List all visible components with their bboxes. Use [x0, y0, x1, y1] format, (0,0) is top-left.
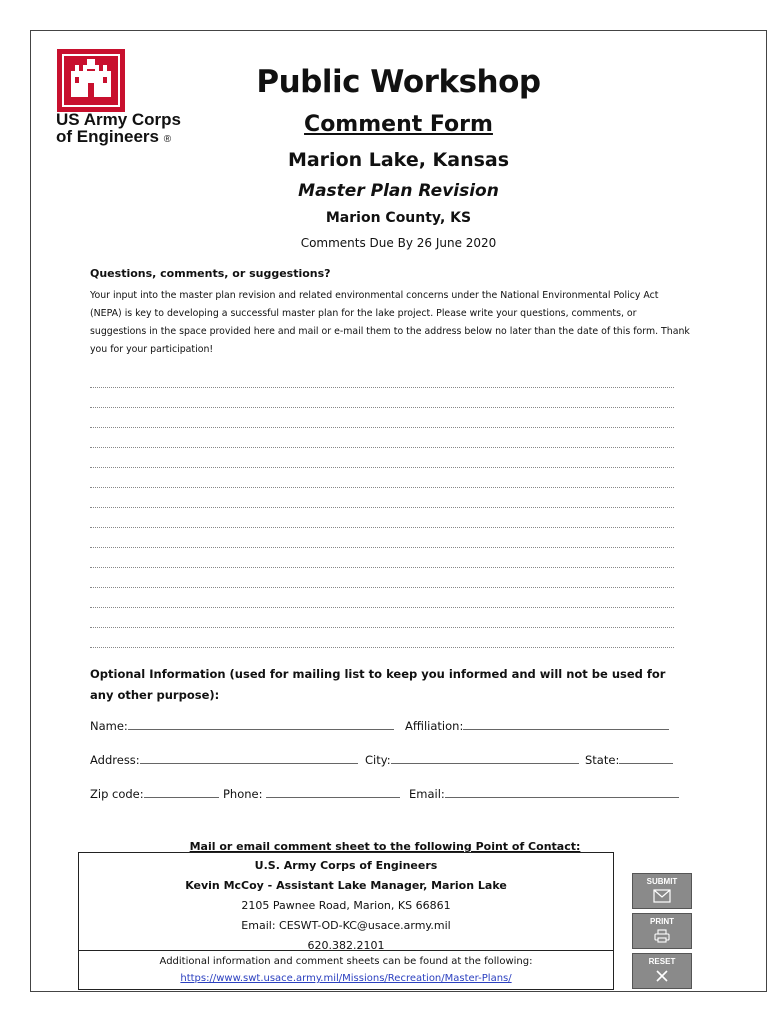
contact-phone: 620.382.2101 [307, 939, 385, 952]
questions-heading: Questions, comments, or suggestions? [90, 267, 331, 280]
name-label: Name: [90, 719, 128, 733]
printer-icon [653, 929, 671, 943]
contact-email: Email: CESWT-OD-KC@usace.army.mil [241, 919, 451, 932]
comment-line[interactable] [90, 627, 674, 628]
name-input-line[interactable] [128, 718, 394, 730]
email-label: Email: [409, 787, 445, 801]
comment-line[interactable] [90, 587, 674, 588]
zip-field[interactable] [90, 786, 219, 801]
print-label: PRINT [650, 917, 674, 926]
more-info-text: Additional information and comment sheets can be found at the following: [159, 956, 533, 967]
address-input-line[interactable] [140, 752, 358, 764]
comment-line[interactable] [90, 527, 674, 528]
state-label: State: [585, 753, 620, 767]
state-input-line[interactable] [619, 752, 673, 764]
email-field[interactable] [409, 786, 679, 801]
state-field[interactable] [585, 752, 673, 767]
submit-button[interactable] [632, 873, 692, 909]
page-title: Public Workshop [256, 64, 541, 100]
registered-mark: ® [163, 134, 172, 145]
phone-field[interactable] [223, 786, 400, 801]
email-input-line[interactable] [445, 786, 679, 798]
address-label: Address: [90, 753, 140, 767]
comment-line[interactable] [90, 547, 674, 548]
print-button[interactable] [632, 913, 692, 949]
close-icon [653, 969, 671, 983]
comment-line[interactable] [90, 407, 674, 408]
due-date: Comments Due By 26 June 2020 [300, 236, 497, 250]
logo-line-2: of Engineers [56, 127, 159, 146]
envelope-icon [653, 889, 671, 903]
contact-person: Kevin McCoy - Assistant Lake Manager, Marion Lake [185, 879, 507, 892]
reset-button[interactable] [632, 953, 692, 989]
master-plans-link[interactable]: https://www.swt.usace.army.mil/Missions/Recreation/Master-Plans/ [180, 973, 512, 984]
comment-line[interactable] [90, 427, 674, 428]
comment-line[interactable] [90, 487, 674, 488]
comment-line[interactable] [90, 467, 674, 468]
comment-line[interactable] [90, 507, 674, 508]
form-subtitle: Comment Form [304, 112, 493, 137]
affiliation-field[interactable] [405, 718, 669, 733]
zip-input-line[interactable] [144, 786, 219, 798]
optional-info-heading: Optional Information (used for mailing list to keep you informed and will not be used for any other purpose): [90, 667, 666, 702]
comment-line[interactable] [90, 567, 674, 568]
project-heading: Master Plan Revision [298, 181, 499, 201]
comment-line[interactable] [90, 387, 674, 388]
name-field[interactable] [90, 718, 394, 733]
zip-label: Zip code: [90, 787, 144, 801]
contact-heading: Mail or email comment sheet to the following Point of Contact: [189, 840, 581, 853]
location-heading: Marion Lake, Kansas [287, 149, 510, 171]
contact-divider [79, 950, 613, 951]
city-input-line[interactable] [391, 752, 579, 764]
submit-label: SUBMIT [646, 877, 678, 886]
affiliation-label: Affiliation: [405, 719, 464, 733]
city-field[interactable] [365, 752, 579, 767]
comment-line[interactable] [90, 447, 674, 448]
comment-line[interactable] [90, 607, 674, 608]
intro-paragraph: Your input into the master plan revision and related environmental concerns under the National Environmental Policy Act (NEPA) is key to developing a successful master plan for the lake project. Please write your questions, comments, or suggestions in the space provided here and mail or e-mail them to the address below no later than the date of this form. Thank you for your participation! [90, 290, 690, 355]
contact-org: U.S. Army Corps of Engineers [254, 859, 438, 872]
more-info [79, 953, 613, 987]
comment-line[interactable] [90, 647, 674, 648]
logo-line-1: US Army Corps [56, 110, 182, 129]
contact-box [78, 852, 614, 990]
city-label: City: [365, 753, 391, 767]
affiliation-input-line[interactable] [463, 718, 669, 730]
address-field[interactable] [90, 752, 358, 767]
phone-input-line[interactable] [266, 786, 400, 798]
phone-label: Phone: [223, 787, 263, 801]
contact-address: 2105 Pawnee Road, Marion, KS 66861 [241, 899, 451, 912]
reset-label: RESET [648, 957, 676, 966]
county-heading: Marion County, KS [325, 210, 472, 226]
